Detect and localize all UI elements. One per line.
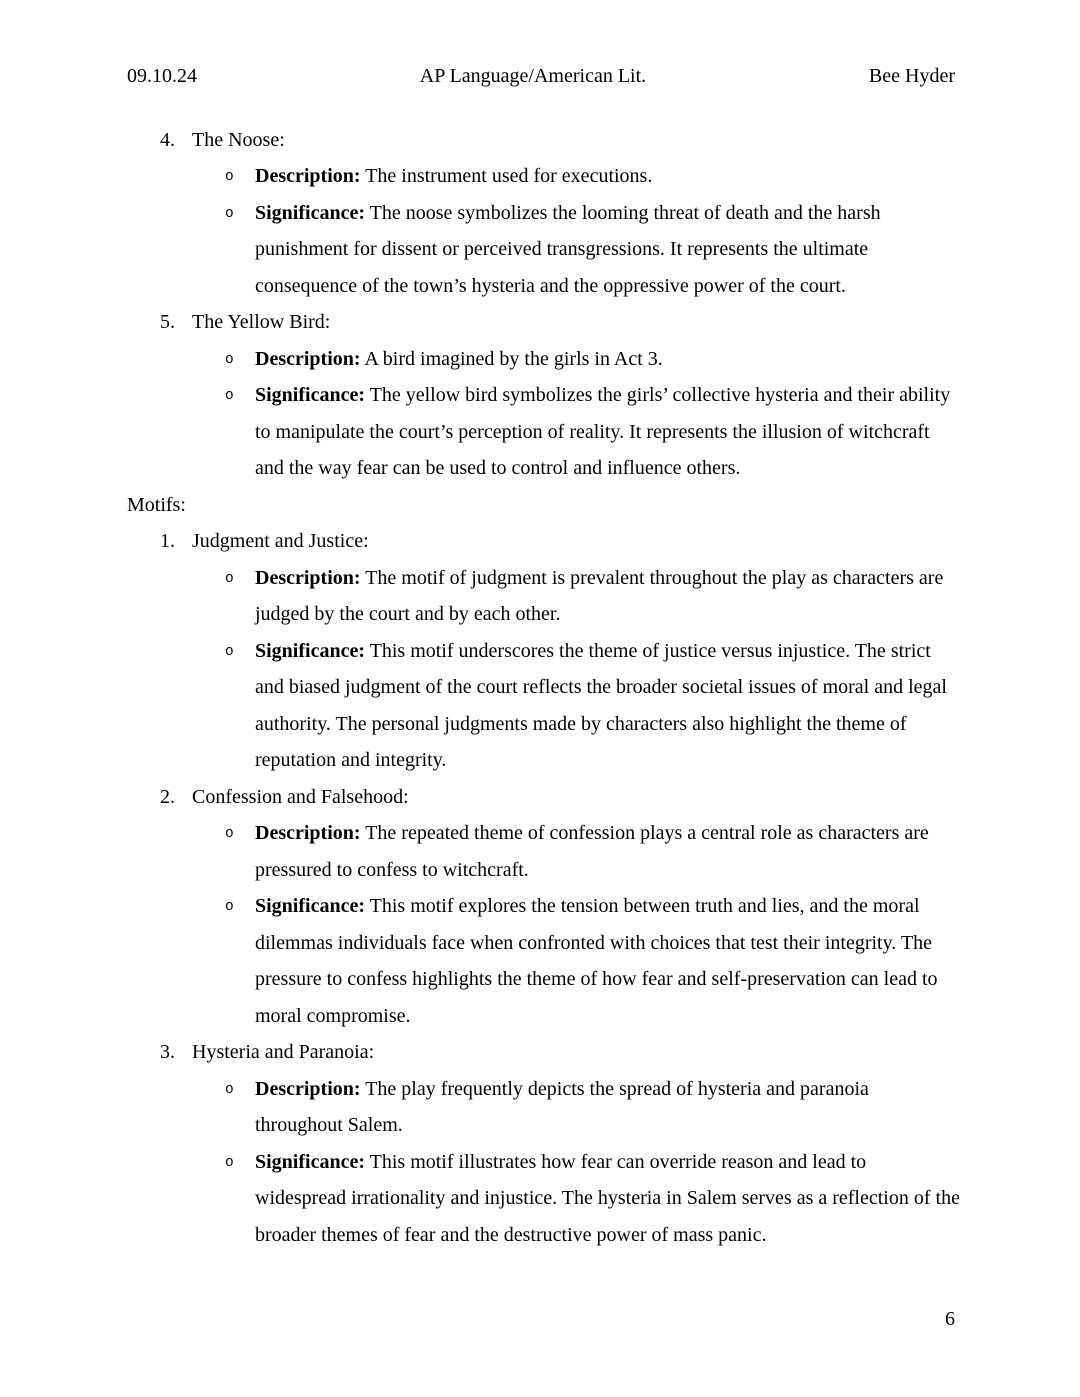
document-body <box>0 95 1080 1254</box>
list-item-title: Hysteria and Paranoia: <box>192 1041 375 1063</box>
bullet-label: Significance: <box>255 895 365 917</box>
bullet-label: Significance: <box>255 1150 365 1173</box>
document-header <box>0 0 1080 95</box>
list-item-number: 1. <box>160 530 175 552</box>
list-item-title: The Noose: <box>192 128 285 151</box>
symbols-list <box>127 122 960 487</box>
bullet-text: The noose symbolizes the looming threat of death and the harsh punishment for dissent or perceived transgressions. It represents the ultimate consequence of the town’s hysteria and the oppressive power of the court. <box>255 201 881 297</box>
bullet-text: This motif underscores the theme of justice versus injustice. The strict and biased judgment of the court reflects the broader societal issues of moral and legal authority. The personal judgments made by characters also highlight the theme of reputation and integrity. <box>255 639 947 771</box>
bullet-text: The motif of judgment is prevalent throughout the play as characters are judged by the court and by each other. <box>255 566 944 625</box>
circle-bullet-icon: o <box>225 388 234 404</box>
list-item <box>127 122 960 305</box>
bullet-text: This motif illustrates how fear can override reason and lead to widespread irrationality and injustice. The hysteria in Salem serves as a reflection of the broader themes of fear and the destructive power of mass panic. <box>255 1150 960 1246</box>
bullet-label: Description: <box>255 566 361 589</box>
circle-bullet-icon: o <box>225 351 234 368</box>
list-item-number: 3. <box>160 1041 175 1063</box>
list-item-title-line <box>127 304 960 341</box>
circle-bullet-icon: o <box>225 899 234 915</box>
bullet-significance <box>127 377 960 487</box>
bullet-text: The play frequently depicts the spread of hysteria and paranoia throughout Salem. <box>255 1077 869 1136</box>
list-item-title-line <box>127 779 960 816</box>
list-item-title: Judgment and Justice: <box>192 530 369 552</box>
motifs-list <box>127 523 960 1253</box>
circle-bullet-icon: o <box>225 1081 234 1098</box>
bullet-description <box>127 815 960 888</box>
list-item <box>127 1034 960 1253</box>
circle-bullet-icon: o <box>225 643 234 660</box>
bullet-label: Description: <box>255 1077 361 1100</box>
circle-bullet-icon: o <box>225 205 234 222</box>
bullet-label: Description: <box>255 165 361 187</box>
circle-bullet-icon: o <box>225 169 234 185</box>
bullet-description <box>127 341 960 378</box>
list-item <box>127 304 960 487</box>
bullet-text: This motif explores the tension between truth and lies, and the moral dilemmas individuals face when confronted with choices that test their integrity. The pressure to confess highlights the theme of how fear and self-preservation can lead to moral compromise. <box>255 895 938 1027</box>
list-item <box>127 779 960 1035</box>
list-item-number: 5. <box>160 311 175 333</box>
bullet-significance <box>127 195 960 305</box>
bullet-label: Description: <box>255 822 361 844</box>
bullet-text: The repeated theme of confession plays a central role as characters are pressured to confess to witchcraft. <box>255 822 929 881</box>
bullet-label: Significance: <box>255 384 365 406</box>
list-item-title: Confession and Falsehood: <box>192 785 409 808</box>
list-item-number: 4. <box>160 128 175 151</box>
page-number: 6 <box>945 1307 955 1330</box>
bullet-significance <box>127 633 960 779</box>
bullet-text: A bird imagined by the girls in Act 3. <box>364 347 663 370</box>
circle-bullet-icon: o <box>225 1154 234 1171</box>
list-item-title-line <box>127 523 960 560</box>
bullet-text: The yellow bird symbolizes the girls’ collective hysteria and their ability to manipulate the court’s perception of reality. It represents the illusion of witchcraft and the way fear can be used to control and influence others. <box>255 384 951 479</box>
circle-bullet-icon: o <box>225 826 234 842</box>
motifs-heading: Motifs: <box>127 493 186 516</box>
bullet-description <box>127 560 960 633</box>
list-item-title-line <box>127 122 960 159</box>
header-date: 09.10.24 <box>127 65 197 87</box>
list-item <box>127 523 960 779</box>
bullet-significance <box>127 888 960 1034</box>
bullet-label: Significance: <box>255 201 365 224</box>
list-item-title-line <box>127 1034 960 1071</box>
bullet-significance <box>127 1144 960 1254</box>
bullet-text: The instrument used for executions. <box>365 165 653 187</box>
header-author: Bee Hyder <box>868 65 955 87</box>
bullet-label: Description: <box>255 347 361 370</box>
circle-bullet-icon: o <box>225 570 234 587</box>
list-item-title: The Yellow Bird: <box>192 311 331 333</box>
bullet-description <box>127 158 960 195</box>
bullet-label: Significance: <box>255 639 365 662</box>
header-course: AP Language/American Lit. <box>419 65 647 87</box>
list-item-number: 2. <box>160 785 175 808</box>
bullet-description <box>127 1071 960 1144</box>
